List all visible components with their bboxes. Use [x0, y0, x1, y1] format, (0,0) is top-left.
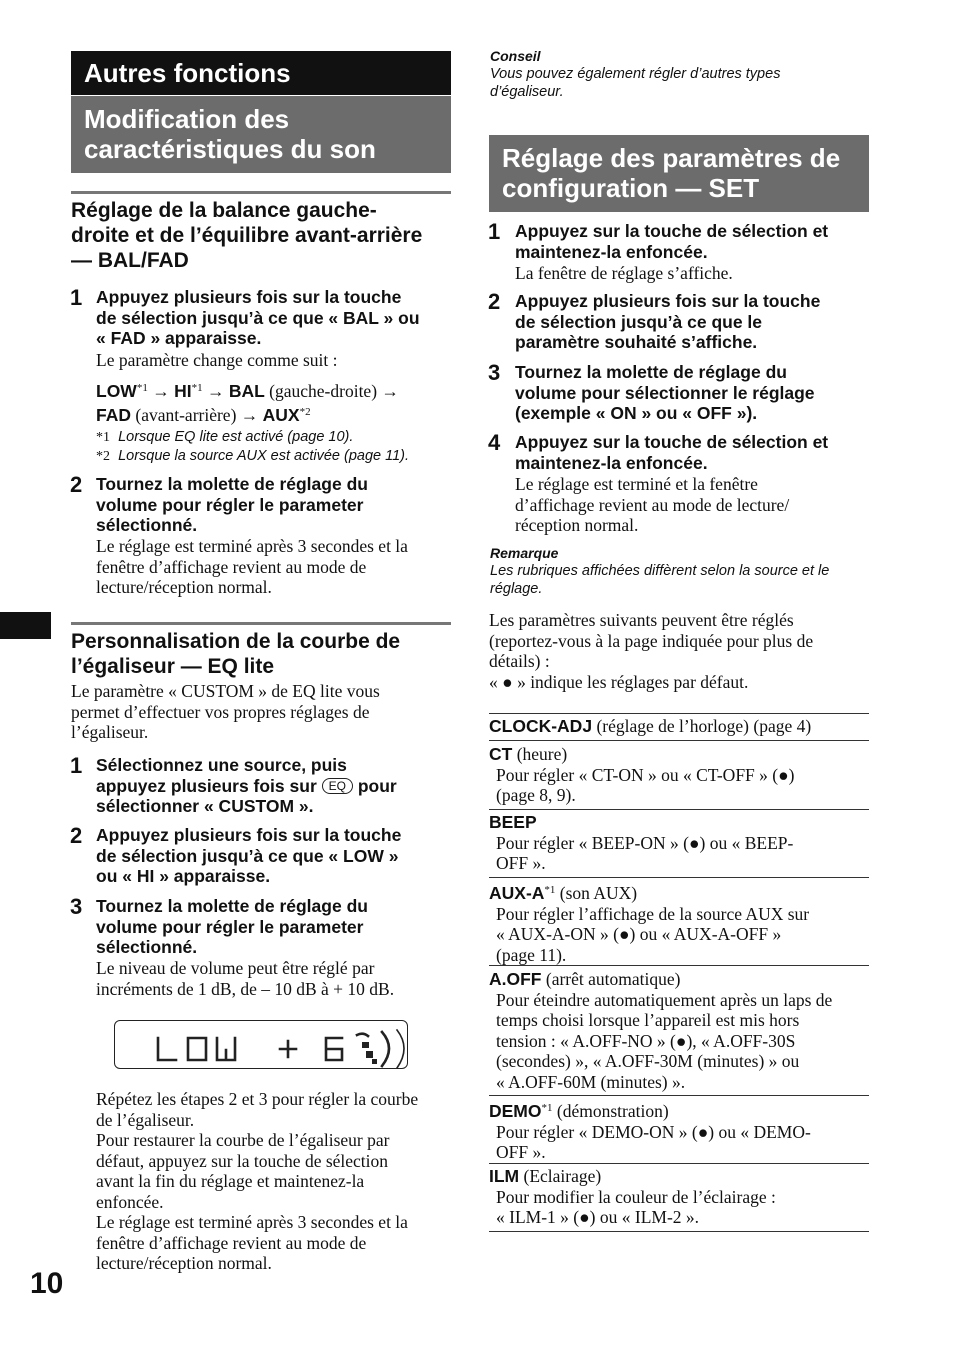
eq-key-icon: EQ — [322, 778, 353, 794]
step-line: de sélection jusqu’à ce que le — [515, 311, 763, 332]
param-detail: (secondes) », « A.OFF-30M (minutes) » ou — [496, 1051, 800, 1071]
side-tab-marker — [0, 612, 51, 639]
step-text — [96, 287, 456, 349]
body-line: Les paramètres suivants peuvent être réglés — [489, 610, 794, 630]
seq-hi: HI — [174, 381, 192, 401]
param-desc: (son AUX) — [559, 883, 638, 903]
body-line: Le réglage est terminé après 3 secondes et la — [96, 536, 408, 556]
step-number: 1 — [488, 219, 501, 244]
param-detail: tension : « A.OFF-NO » (●), « A.OFF-30S — [496, 1030, 796, 1051]
footnote-mark: *1 — [96, 430, 110, 445]
seq-fad: FAD — [96, 405, 131, 425]
header-line: configuration — SET — [502, 173, 760, 203]
step-text — [96, 825, 456, 887]
step-number: 2 — [70, 823, 83, 848]
table-row-demo — [489, 1098, 874, 1163]
param-detail: (page 11). — [496, 944, 567, 965]
sequence-line2 — [96, 402, 456, 426]
step-text-part: appuyez plusieurs fois sur — [96, 775, 317, 796]
step-line: volume pour sélectionner le réglage — [515, 382, 815, 403]
param-detail: Pour modifier la couleur de l’éclairage : — [496, 1186, 776, 1207]
param-detail: Pour régler « BEEP-ON » (●) ou « BEEP- — [496, 832, 794, 853]
step-body — [515, 474, 875, 536]
footnote-mark: *2 — [299, 406, 311, 418]
step-number: 1 — [70, 285, 83, 310]
table-rule — [489, 877, 869, 878]
step-line: maintenez-la enfoncée. — [515, 452, 708, 473]
footnote-mark: *1 — [544, 884, 556, 896]
step-number: 2 — [70, 472, 83, 497]
param-detail: temps choisi lorsque l’appareil est mis hors — [496, 1010, 800, 1030]
body-line: de l’égaliseur. — [96, 1109, 195, 1130]
body-line: incréments de 1 dB, de – 10 dB à + 10 dB. — [96, 978, 395, 999]
subsection-header — [71, 96, 451, 173]
note-line: Vous pouvez également régler d’autres types — [490, 66, 781, 82]
params-intro — [489, 610, 874, 692]
conseil-title: Conseil — [490, 48, 541, 64]
footnote-text: Lorsque EQ lite est activé (page 10). — [118, 429, 354, 445]
heading-line: Réglage de la balance gauche- — [71, 199, 377, 222]
body-line: Pour restaurer la courbe de l’égaliseur par — [96, 1130, 390, 1150]
body-line: enfoncée. — [96, 1191, 164, 1212]
footnote-text: Lorsque la source AUX est activée (page 11). — [118, 448, 410, 464]
table-row-clock — [489, 716, 874, 737]
seq-bal-desc: (gauche-droite) — [269, 381, 378, 401]
body-line: d’affichage revient au mode de lecture/ — [515, 494, 790, 515]
section-header — [71, 51, 451, 95]
param-term: BEEP — [489, 812, 537, 832]
param-detail: « ILM-1 » (●) ou « ILM-2 ». — [496, 1207, 700, 1227]
footnote-mark: *1 — [541, 1102, 553, 1114]
body-line: Le réglage est terminé et la fenêtre — [515, 474, 758, 494]
param-detail: (page 8, 9). — [496, 785, 576, 805]
page-number: 10 — [30, 1267, 64, 1300]
step-line: Appuyez plusieurs fois sur la touche — [515, 291, 821, 311]
step-text — [515, 362, 875, 424]
body-line: lecture/réception normal. — [96, 1253, 272, 1273]
body-line: réception normal. — [515, 515, 639, 535]
seq-low: LOW — [96, 381, 137, 401]
section-rule — [71, 622, 451, 625]
step-line: Appuyez plusieurs fois sur la touche — [96, 825, 402, 845]
param-detail: « A.OFF-60M (minutes) ». — [496, 1071, 686, 1092]
remarque-title: Remarque — [490, 545, 559, 561]
table-row-ilm — [489, 1166, 874, 1228]
sequence-line1 — [96, 378, 456, 402]
note-line: Les rubriques affichées diffèrent selon la source et le — [490, 563, 830, 579]
step-line: de sélection jusqu’à ce que « LOW » — [96, 845, 399, 866]
bal-fad-heading — [71, 198, 456, 273]
body-line: défaut, appuyez sur la touche de sélection — [96, 1150, 389, 1171]
step-line: volume pour régler le parameter — [96, 916, 364, 937]
footnote-mark: *1 — [136, 382, 148, 394]
header-line: Réglage des paramètres de — [502, 143, 841, 173]
step-text — [515, 221, 875, 262]
subsection-title-line2: caractéristiques du son — [84, 134, 376, 164]
body-line: « ● » indique les réglages par défaut. — [489, 671, 749, 692]
note-line: réglage. — [490, 581, 543, 597]
body-line: avant la fin du réglage et maintenez-la — [96, 1171, 365, 1191]
param-detail: OFF ». — [496, 1142, 546, 1162]
step-text — [96, 896, 456, 958]
step-line: paramètre souhaité s’affiche. — [515, 332, 758, 352]
table-row-aoff — [489, 969, 874, 1092]
step-text — [515, 432, 875, 473]
param-term: CT — [489, 744, 513, 764]
step-text — [96, 755, 456, 817]
step-line: Sélectionnez une source, puis — [96, 755, 347, 775]
footnotes — [96, 428, 456, 466]
table-rule — [489, 809, 869, 810]
table-row-aux — [489, 880, 874, 965]
arrow-icon: → — [240, 405, 259, 425]
eq-after-text — [96, 1089, 456, 1274]
footnote-2 — [96, 447, 456, 466]
eq-intro — [71, 681, 456, 743]
table-row-beep — [489, 812, 874, 874]
footnote-1 — [96, 428, 456, 447]
step-line: Tournez la molette de réglage du — [96, 896, 368, 916]
param-detail: OFF ». — [496, 853, 546, 873]
step-line: Appuyez sur la touche de sélection et — [515, 221, 829, 241]
param-detail: Pour éteindre automatiquement après un laps de — [496, 989, 833, 1010]
step-text — [96, 474, 456, 536]
step-text — [515, 291, 875, 353]
footnote-mark: *2 — [96, 449, 110, 464]
table-rule — [489, 713, 869, 714]
body-line: Le réglage est terminé après 3 secondes et la — [96, 1212, 408, 1232]
table-rule — [489, 1163, 869, 1164]
table-row-ct — [489, 744, 874, 806]
param-desc: (Eclairage) — [523, 1166, 602, 1186]
table-rule — [489, 1095, 869, 1096]
body-line: Le paramètre « CUSTOM » de EQ lite vous — [71, 681, 380, 701]
param-detail: « AUX-A-ON » (●) ou « AUX-A-OFF » — [496, 924, 782, 944]
param-desc: (réglage de l’horloge) (page 4) — [596, 716, 812, 736]
table-rule — [489, 965, 869, 966]
heading-line: droite et de l’équilibre avant-arrière — [71, 224, 423, 247]
conseil-text — [490, 65, 870, 101]
param-desc: (arrêt automatique) — [545, 969, 681, 989]
param-term: AUX-A — [489, 883, 545, 903]
step-line: volume pour régler le parameter — [96, 494, 364, 515]
seq-fad-desc: (avant-arrière) — [135, 405, 237, 425]
step-line: « FAD » apparaisse. — [96, 328, 262, 348]
arrow-icon: → — [381, 381, 399, 401]
heading-line: — BAL/FAD — [71, 249, 189, 272]
step-body — [96, 958, 456, 999]
footnote-mark: *1 — [191, 382, 203, 394]
param-desc: (heure) — [516, 744, 568, 764]
body-line: l’égaliseur. — [71, 722, 149, 742]
step-number: 3 — [488, 360, 501, 385]
step-number: 2 — [488, 289, 501, 314]
param-term: ILM — [489, 1166, 520, 1186]
step-body: Le paramètre change comme suit : — [96, 350, 338, 370]
step-text-part: pour — [357, 775, 397, 796]
set-header — [489, 135, 869, 212]
arrow-icon: → — [152, 381, 170, 401]
section-rule — [71, 191, 451, 194]
step-number: 1 — [70, 753, 83, 778]
body-line: (reportez-vous à la page indiquée pour plus de — [489, 630, 814, 651]
step-line — [96, 776, 456, 797]
body-line: permet d’effectuer vos propres réglages de — [71, 701, 370, 722]
heading-line: l’égaliseur — EQ lite — [71, 655, 275, 678]
remarque-text — [490, 562, 875, 598]
body-line: lecture/réception normal. — [96, 577, 272, 597]
param-detail: Pour régler « DEMO-ON » (●) ou « DEMO- — [496, 1121, 811, 1142]
body-line: fenêtre d’affichage revient au mode de — [96, 556, 367, 577]
step-line: ou « HI » apparaisse. — [96, 866, 271, 886]
note-line: d’égaliseur. — [490, 84, 564, 100]
lcd-display — [114, 1020, 408, 1069]
step-line: Tournez la molette de réglage du — [96, 474, 368, 494]
param-term: CLOCK-ADJ — [489, 716, 593, 736]
body-line: détails) : — [489, 651, 550, 671]
step-line: Tournez la molette de réglage du — [515, 362, 787, 382]
step-line: sélectionner « CUSTOM ». — [96, 796, 314, 816]
body-line: fenêtre d’affichage revient au mode de — [96, 1232, 367, 1253]
seq-aux: AUX — [262, 405, 300, 425]
table-rule — [489, 740, 869, 741]
seq-bal: BAL — [228, 381, 265, 401]
table-rule — [489, 1231, 869, 1232]
step-line: (exemple « ON » ou « OFF »). — [515, 403, 758, 423]
step-body — [96, 536, 456, 598]
param-term: DEMO — [489, 1101, 542, 1121]
step-body: La fenêtre de réglage s’affiche. — [515, 263, 733, 283]
step-number: 3 — [70, 894, 83, 919]
arrow-icon: → — [206, 381, 225, 401]
step-line: sélectionné. — [96, 937, 198, 957]
step-number: 4 — [488, 430, 501, 455]
step-line: maintenez-la enfoncée. — [515, 241, 708, 262]
step-line: de sélection jusqu’à ce que « BAL » ou — [96, 307, 420, 328]
param-detail: Pour régler l’affichage de la source AUX sur — [496, 903, 810, 924]
body-line: Le niveau de volume peut être réglé par — [96, 958, 375, 978]
heading-line: Personnalisation de la courbe de — [71, 630, 401, 653]
param-sequence — [96, 378, 456, 426]
lcd-display-graphic — [114, 1020, 408, 1069]
param-term: A.OFF — [489, 969, 542, 989]
step-line: Appuyez plusieurs fois sur la touche — [96, 287, 402, 307]
subsection-title-line1: Modification des — [84, 104, 290, 134]
eq-lite-heading — [71, 629, 456, 679]
body-line: Répétez les étapes 2 et 3 pour régler la courbe — [96, 1089, 419, 1109]
section-title: Autres fonctions — [84, 58, 291, 88]
param-detail: Pour régler « CT-ON » ou « CT-OFF » (●) — [496, 764, 795, 785]
step-line: Appuyez sur la touche de sélection et — [515, 432, 829, 452]
param-desc: (démonstration) — [556, 1101, 669, 1121]
step-line: sélectionné. — [96, 515, 198, 535]
